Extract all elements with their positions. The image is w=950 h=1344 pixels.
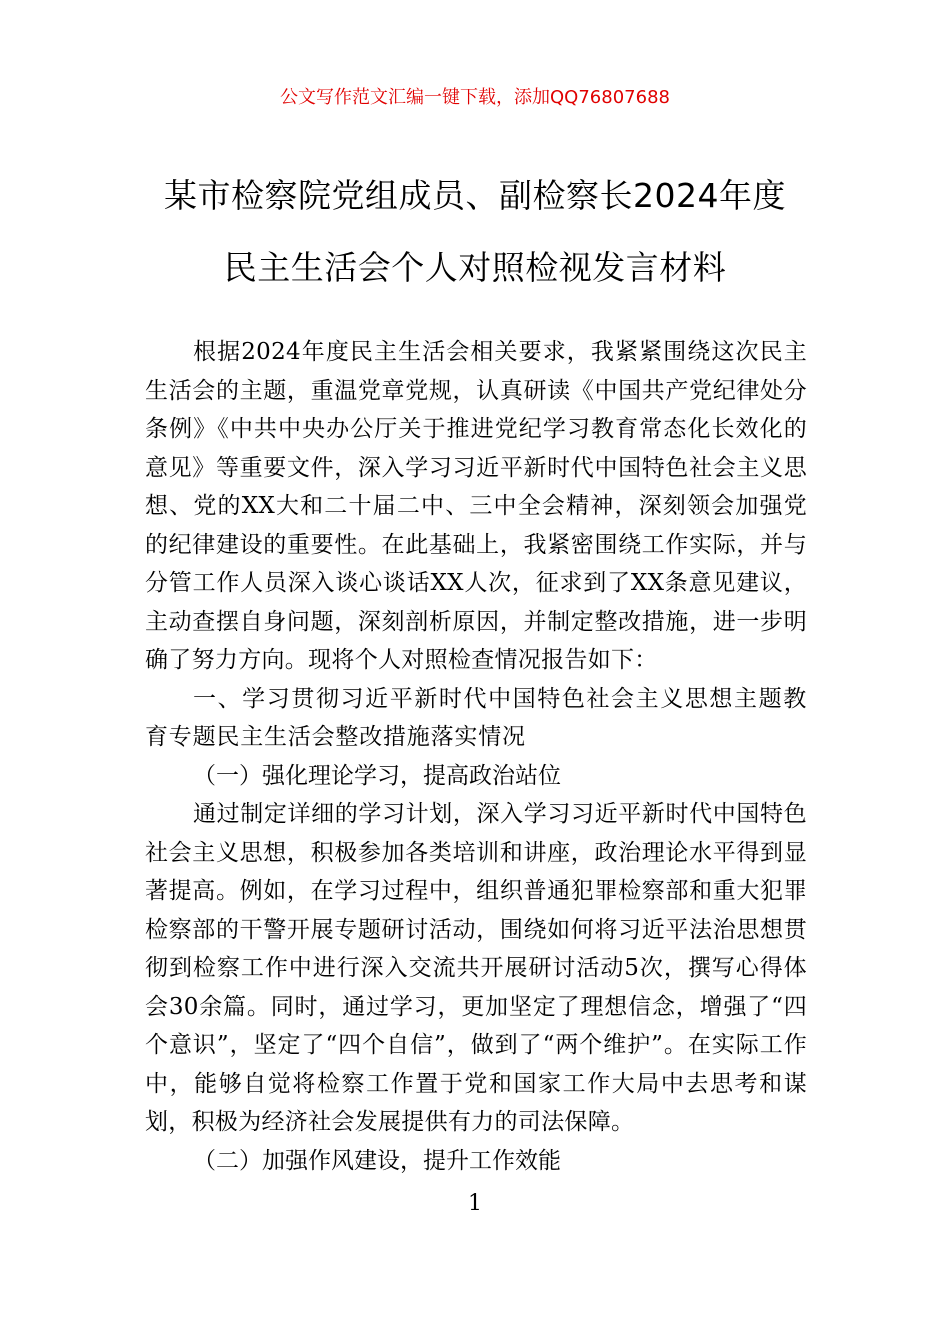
page-number: 1 xyxy=(468,1191,482,1216)
document-body xyxy=(145,333,807,1180)
intro-paragraph: 根据2024年度民主生活会相关要求，我紧紧围绕这次民主生活会的主题，重温党章党规，认真研读《中国共产党纪律处分条例》《中共中央办公厅关于推进党纪学习教育常态化长效化的意见》等重要文件，深入学习习近平新时代中国特色社会主义思想、党的XX大和二十届二中、三中全会精神，深刻领会加强党的纪律建设的重要性。在此基础上，我紧密围绕工作实际，并与分管工作人员深入谈心谈话XX人次，征求到了XX条意见建议，主动查摆自身问题，深刻剖析原因，并制定整改措施，进一步明确了努力方向。现将个人对照检查情况报告如下： xyxy=(145,339,807,673)
title-line-1: 某市检察院党组成员、副检察长2024年度 xyxy=(164,176,786,215)
page-title xyxy=(100,160,850,304)
section-heading-1: 一、学习贯彻习近平新时代中国特色社会主义思想主题教育专题民主生活会整改措施落实情况 xyxy=(145,685,807,750)
subsection-heading-1: （一）强化理论学习，提高政治站位 xyxy=(193,762,561,789)
title-line-2: 民主生活会个人对照检视发言材料 xyxy=(223,248,727,287)
download-banner: 公文写作范文汇编一键下载，添加QQ76807688 xyxy=(280,87,670,108)
subsection-heading-2: （二）加强作风建设，提升工作效能 xyxy=(193,1147,561,1174)
body-paragraph-1: 通过制定详细的学习计划，深入学习习近平新时代中国特色社会主义思想，积极参加各类培训和讲座，政治理论水平得到显著提高。例如，在学习过程中，组织普通犯罪检察部和重大犯罪检察部的干警开展专题研讨活动，围绕如何将习近平法治思想贯彻到检察工作中进行深入交流共开展研讨活动5次，撰写心得体会30余篇。同时，通过学习，更加坚定了理想信念，增强了“四个意识”，坚定了“四个自信”，做到了“两个维护”。在实际工作中，能够自觉将检察工作置于党和国家工作大局中去思考和谋划，积极为经济社会发展提供有力的司法保障。 xyxy=(145,801,807,1135)
